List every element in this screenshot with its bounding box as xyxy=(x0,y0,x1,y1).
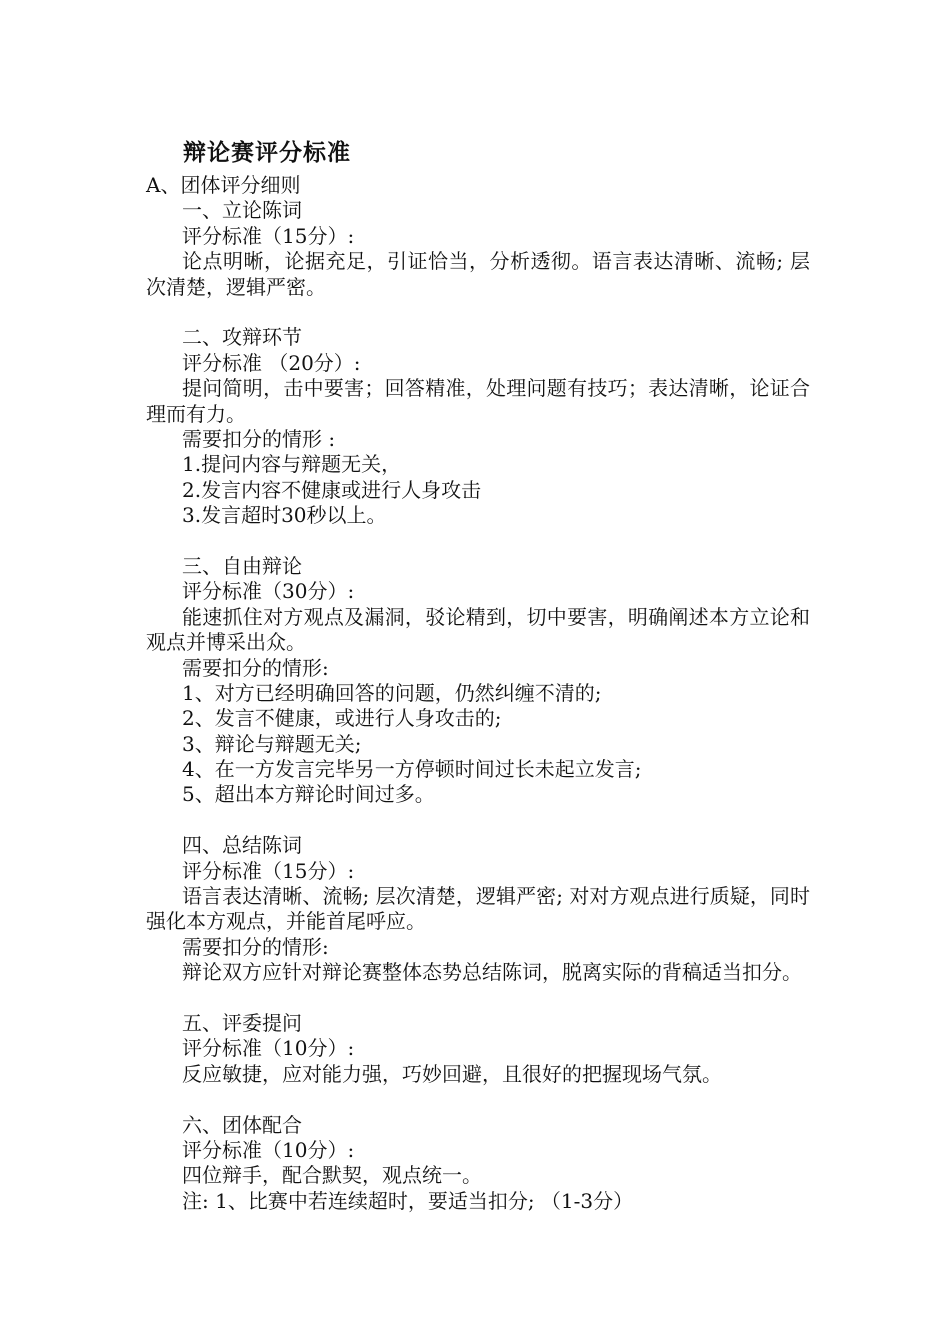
spacer xyxy=(146,808,810,833)
s3-standard: 评分标准（30分）: xyxy=(182,579,355,604)
s3-deduct-label: 需要扣分的情形: xyxy=(182,655,329,680)
s3-item: 5、超出本方辩论时间过多。 xyxy=(182,782,435,807)
s1-desc: 论点明晰，论据充足，引证恰当，分析透彻。语言表达清晰、流畅; 层次清楚，逻辑严密。 xyxy=(146,249,810,299)
s2-desc: 提问简明，击中要害；回答精准，处理问题有技巧；表达清晰，论证合理而有力。 xyxy=(146,376,810,426)
s2-item: 2.发言内容不健康或进行人身攻击 xyxy=(182,477,482,502)
s5-standard: 评分标准（10分）: xyxy=(182,1036,355,1061)
spacer xyxy=(146,986,810,1011)
s6-standard: 评分标准（10分）: xyxy=(182,1137,355,1162)
s6-desc: 四位辩手，配合默契，观点统一。 xyxy=(182,1163,482,1188)
s1-heading: 一、立论陈词 xyxy=(182,198,302,223)
s2-heading: 二、攻辩环节 xyxy=(182,325,302,350)
s2-item: 3.发言超时30秒以上。 xyxy=(182,503,387,528)
s3-item: 2、发言不健康，或进行人身攻击的; xyxy=(182,706,502,731)
document-title: 辩论赛评分标准 xyxy=(183,139,351,166)
s4-deduct-desc: 辩论双方应针对辩论赛整体态势总结陈词，脱离实际的背稿适当扣分。 xyxy=(182,960,802,985)
s3-heading: 三、自由辩论 xyxy=(182,553,302,578)
spacer xyxy=(146,529,810,554)
s4-heading: 四、总结陈词 xyxy=(182,833,302,858)
section-a-heading: A、团体评分细则 xyxy=(146,173,301,197)
s5-desc: 反应敏捷，应对能力强，巧妙回避，且很好的把握现场气氛。 xyxy=(182,1061,722,1086)
s3-desc: 能速抓住对方观点及漏洞，驳论精到，切中要害，明确阐述本方立论和观点并博采出众。 xyxy=(146,604,810,655)
s4-deduct-label: 需要扣分的情形: xyxy=(182,934,329,959)
s6-note: 注: 1、比赛中若连续超时，要适当扣分; （1-3分） xyxy=(182,1188,634,1213)
s3-item: 1、对方已经明确回答的问题，仍然纠缠不清的; xyxy=(182,680,602,705)
s5-heading: 五、评委提问 xyxy=(182,1011,302,1036)
spacer xyxy=(146,1087,810,1112)
s4-standard: 评分标准（15分）: xyxy=(182,858,355,883)
s6-heading: 六、团体配合 xyxy=(182,1112,302,1137)
spacer xyxy=(146,300,810,325)
s2-item: 1.提问内容与辩题无关， xyxy=(182,452,402,477)
s1-standard: 评分标准（15分）: xyxy=(182,223,355,248)
s2-standard: 评分标准 （20分）: xyxy=(182,350,361,375)
s3-item: 4、在一方发言完毕另一方停顿时间过长未起立发言; xyxy=(182,757,642,782)
document-body xyxy=(146,173,810,1214)
s4-desc: 语言表达清晰、流畅; 层次清楚，逻辑严密; 对对方观点进行质疑，同时强化本方观点，并能首尾呼应。 xyxy=(146,884,810,934)
s3-item: 3、辩论与辩题无关; xyxy=(182,731,362,756)
s2-deduct-label: 需要扣分的情形 : xyxy=(182,426,336,451)
